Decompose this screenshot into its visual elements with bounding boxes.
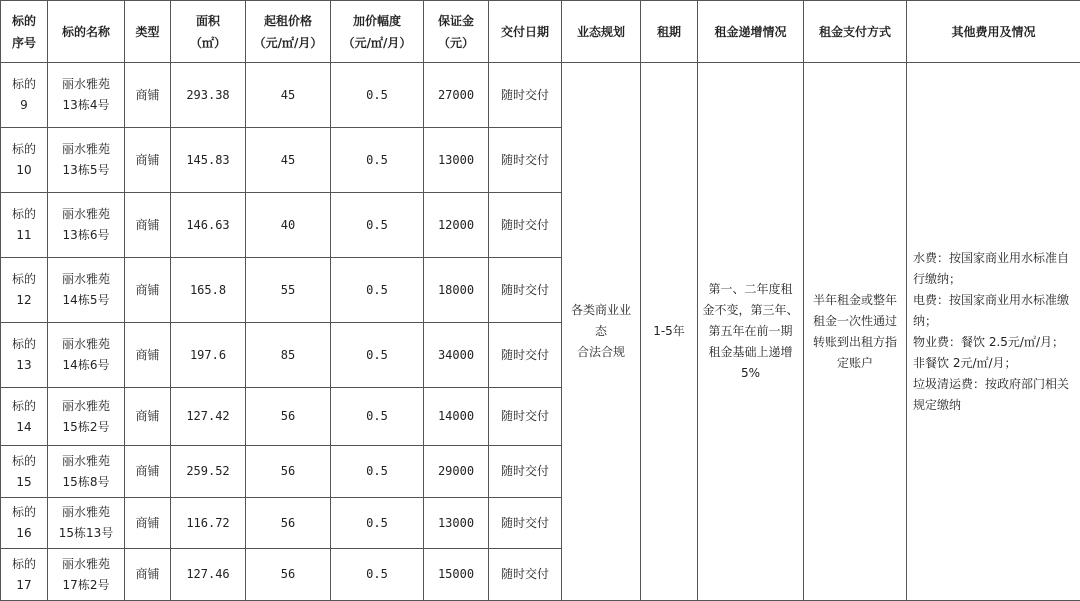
lot-name-cell: 丽水雅苑 15栋13号 xyxy=(48,498,125,549)
header-business-plan: 业态规划 xyxy=(562,1,641,63)
type-cell: 商铺 xyxy=(125,388,171,446)
lot-name-cell: 丽水雅苑 13栋5号 xyxy=(48,128,125,193)
bid-increment-cell: 0.5 xyxy=(331,258,424,323)
starting-rent-cell: 40 xyxy=(246,193,331,258)
starting-rent-cell: 56 xyxy=(246,549,331,601)
header-starting-rent: 起租价格 （元/㎡/月） xyxy=(246,1,331,63)
delivery-date-cell: 随时交付 xyxy=(489,323,562,388)
header-type: 类型 xyxy=(125,1,171,63)
type-cell: 商铺 xyxy=(125,549,171,601)
bid-increment-cell: 0.5 xyxy=(331,323,424,388)
area-cell: 146.63 xyxy=(171,193,246,258)
lot-number-cell: 标的 17 xyxy=(1,549,48,601)
deposit-cell: 13000 xyxy=(424,128,489,193)
header-lease-term: 租期 xyxy=(641,1,698,63)
business-plan-cell: 各类商业业 态 合法合规 xyxy=(562,63,641,601)
starting-rent-cell: 56 xyxy=(246,388,331,446)
area-cell: 127.42 xyxy=(171,388,246,446)
deposit-cell: 34000 xyxy=(424,323,489,388)
bid-increment-cell: 0.5 xyxy=(331,63,424,128)
starting-rent-cell: 45 xyxy=(246,63,331,128)
type-cell: 商铺 xyxy=(125,128,171,193)
lot-name-cell: 丽水雅苑 15栋2号 xyxy=(48,388,125,446)
area-cell: 165.8 xyxy=(171,258,246,323)
bid-increment-cell: 0.5 xyxy=(331,446,424,498)
bid-increment-cell: 0.5 xyxy=(331,128,424,193)
area-cell: 293.38 xyxy=(171,63,246,128)
area-cell: 116.72 xyxy=(171,498,246,549)
lot-number-cell: 标的 13 xyxy=(1,323,48,388)
type-cell: 商铺 xyxy=(125,193,171,258)
type-cell: 商铺 xyxy=(125,258,171,323)
deposit-cell: 15000 xyxy=(424,549,489,601)
bid-increment-cell: 0.5 xyxy=(331,193,424,258)
lot-name-cell: 丽水雅苑 17栋2号 xyxy=(48,549,125,601)
delivery-date-cell: 随时交付 xyxy=(489,498,562,549)
delivery-date-cell: 随时交付 xyxy=(489,193,562,258)
bid-increment-cell: 0.5 xyxy=(331,549,424,601)
lot-number-cell: 标的 9 xyxy=(1,63,48,128)
delivery-date-cell: 随时交付 xyxy=(489,549,562,601)
starting-rent-cell: 45 xyxy=(246,128,331,193)
deposit-cell: 14000 xyxy=(424,388,489,446)
header-lot-name: 标的名称 xyxy=(48,1,125,63)
header-row xyxy=(1,1,1080,63)
area-cell: 259.52 xyxy=(171,446,246,498)
lot-name-cell: 丽水雅苑 15栋8号 xyxy=(48,446,125,498)
deposit-cell: 18000 xyxy=(424,258,489,323)
area-cell: 145.83 xyxy=(171,128,246,193)
delivery-date-cell: 随时交付 xyxy=(489,258,562,323)
lot-number-cell: 标的 11 xyxy=(1,193,48,258)
starting-rent-cell: 55 xyxy=(246,258,331,323)
type-cell: 商铺 xyxy=(125,63,171,128)
starting-rent-cell: 56 xyxy=(246,498,331,549)
type-cell: 商铺 xyxy=(125,446,171,498)
header-other-fees: 其他费用及情况 xyxy=(907,1,1080,63)
delivery-date-cell: 随时交付 xyxy=(489,388,562,446)
lot-name-cell: 丽水雅苑 13栋6号 xyxy=(48,193,125,258)
header-bid-increment: 加价幅度 （元/㎡/月） xyxy=(331,1,424,63)
lot-number-cell: 标的 14 xyxy=(1,388,48,446)
lot-number-cell: 标的 12 xyxy=(1,258,48,323)
payment-method-cell: 半年租金或整年 租金一次性通过 转账到出租方指 定账户 xyxy=(804,63,907,601)
bid-increment-cell: 0.5 xyxy=(331,388,424,446)
header-rent-increase: 租金递增情况 xyxy=(698,1,804,63)
lot-name-cell: 丽水雅苑 14栋5号 xyxy=(48,258,125,323)
area-cell: 197.6 xyxy=(171,323,246,388)
bid-increment-cell: 0.5 xyxy=(331,498,424,549)
other-fees-cell: 水费：按国家商业用水标准自 行缴纳； 电费：按国家商业用水标准缴 纳； 物业费：餐饮 2.5元/㎡/月； 非餐饮 2元/㎡/月； 垃圾清运费：按政府部门相关 规定缴纳 xyxy=(907,63,1080,601)
lease-term-cell: 1-5年 xyxy=(641,63,698,601)
table-row xyxy=(1,63,1080,128)
lot-number-cell: 标的 10 xyxy=(1,128,48,193)
lot-number-cell: 标的 15 xyxy=(1,446,48,498)
delivery-date-cell: 随时交付 xyxy=(489,63,562,128)
lot-name-cell: 丽水雅苑 13栋4号 xyxy=(48,63,125,128)
header-area: 面积 （㎡） xyxy=(171,1,246,63)
delivery-date-cell: 随时交付 xyxy=(489,128,562,193)
deposit-cell: 27000 xyxy=(424,63,489,128)
header-lot-number: 标的 序号 xyxy=(1,1,48,63)
deposit-cell: 13000 xyxy=(424,498,489,549)
lot-name-cell: 丽水雅苑 14栋6号 xyxy=(48,323,125,388)
area-cell: 127.46 xyxy=(171,549,246,601)
type-cell: 商铺 xyxy=(125,323,171,388)
starting-rent-cell: 85 xyxy=(246,323,331,388)
header-deposit: 保证金 （元） xyxy=(424,1,489,63)
deposit-cell: 12000 xyxy=(424,193,489,258)
header-payment-method: 租金支付方式 xyxy=(804,1,907,63)
delivery-date-cell: 随时交付 xyxy=(489,446,562,498)
rent-increase-cell: 第一、二年度租 金不变，第三年、 第五年在前一期 租金基础上递增 5% xyxy=(698,63,804,601)
type-cell: 商铺 xyxy=(125,498,171,549)
starting-rent-cell: 56 xyxy=(246,446,331,498)
header-delivery-date: 交付日期 xyxy=(489,1,562,63)
deposit-cell: 29000 xyxy=(424,446,489,498)
lot-number-cell: 标的 16 xyxy=(1,498,48,549)
